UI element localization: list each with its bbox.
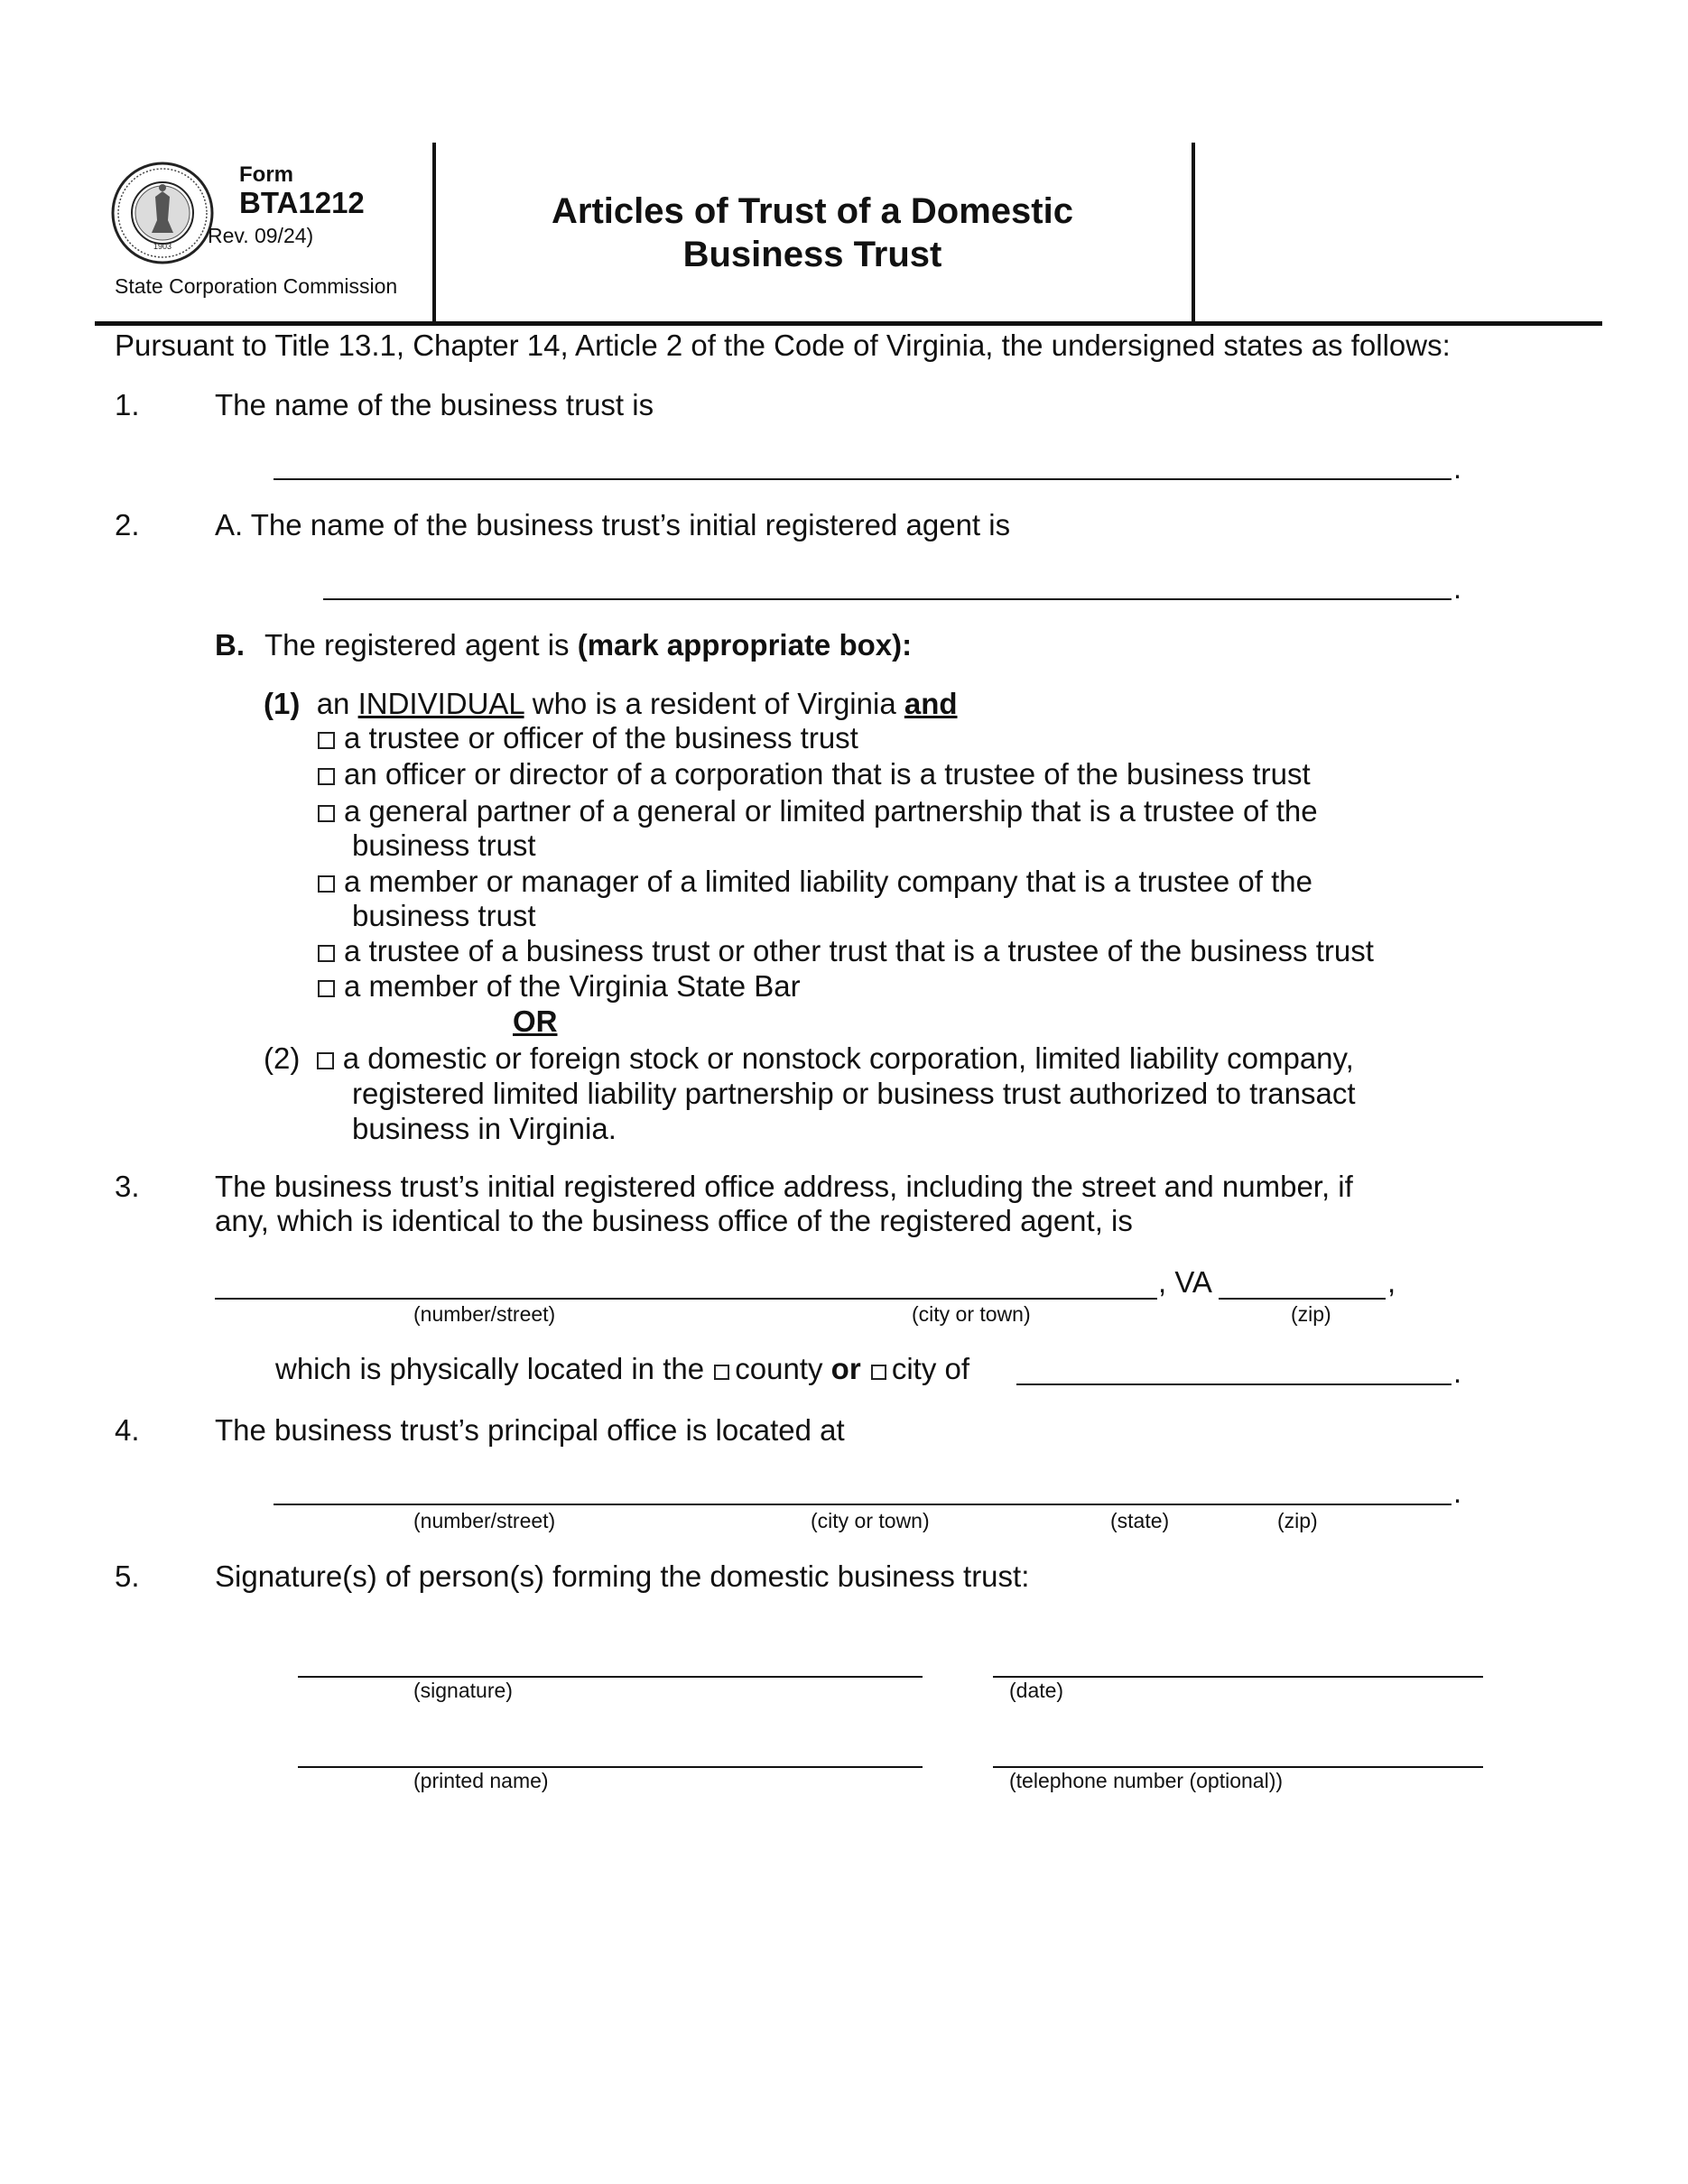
intro-statement: Pursuant to Title 13.1, Chapter 14, Article 2 of the Code of Virginia, the undersigned states as follows: — [115, 329, 1451, 362]
zip-comma: , — [1387, 1265, 1396, 1299]
option-1-item-1-text: a trustee or officer of the business trust — [344, 721, 858, 754]
svg-text:1903: 1903 — [153, 242, 172, 251]
item-4-number: 4. — [115, 1413, 140, 1447]
option-1-item-2-text: an officer or director of a corporation that is a trustee of the business trust — [344, 757, 1311, 791]
printed-name-field[interactable] — [298, 1766, 923, 1768]
caption-principal-zip: (zip) — [1277, 1509, 1318, 1532]
item-2a-period: . — [1453, 571, 1462, 605]
item-2b-label: B. — [215, 628, 245, 662]
option-1-pre: an — [316, 687, 350, 720]
county-city-name-field[interactable] — [1016, 1384, 1451, 1385]
option-1-item-3 — [318, 794, 1318, 828]
caption-telephone: (telephone number (optional)) — [1009, 1769, 1284, 1792]
item-2b-text — [264, 628, 912, 662]
item-1-period: . — [1453, 451, 1462, 485]
option-2-line-3: business in Virginia. — [352, 1112, 617, 1145]
option-1-individual: INDIVIDUAL — [357, 687, 524, 720]
city-checkbox[interactable] — [871, 1365, 886, 1380]
commission-seal-icon — [110, 161, 215, 265]
county-city-or: or — [830, 1352, 861, 1385]
corporation-officer-checkbox[interactable] — [318, 768, 335, 785]
caption-city-town: (city or town) — [912, 1302, 1031, 1326]
item-1-number: 1. — [115, 388, 140, 421]
item-4-period: . — [1453, 1476, 1462, 1509]
llc-member-checkbox[interactable] — [318, 875, 335, 893]
option-2-line-1: a domestic or foreign stock or nonstock corporation, limited liability company, — [342, 1041, 1354, 1075]
va-label: , VA — [1158, 1265, 1212, 1299]
option-1-item-4-cont: business trust — [352, 899, 536, 932]
principal-office-address-field[interactable] — [274, 1504, 1451, 1505]
trust-trustee-checkbox[interactable] — [318, 945, 335, 962]
item-4-text: The business trust’s principal office is located at — [215, 1413, 845, 1447]
caption-signature: (signature) — [413, 1679, 513, 1702]
county-checkbox[interactable] — [714, 1365, 729, 1380]
business-trust-name-field[interactable] — [274, 478, 1451, 480]
option-1-item-4 — [318, 865, 1312, 899]
physical-location-line — [275, 1352, 969, 1386]
item-3-period: . — [1453, 1356, 1462, 1389]
telephone-field[interactable] — [993, 1766, 1483, 1768]
form-revision: Rev. 09/24) — [208, 224, 314, 247]
caption-principal-state: (state) — [1110, 1509, 1170, 1532]
agency-name: State Corporation Commission — [115, 274, 398, 298]
caption-principal-city: (city or town) — [811, 1509, 930, 1532]
form-title-line2: Business Trust — [682, 235, 942, 274]
trustee-officer-checkbox[interactable] — [318, 732, 335, 749]
option-1-mid: who is a resident of Virginia — [532, 687, 896, 720]
item-2a-text: A. The name of the business trust’s initial registered agent is — [215, 508, 1011, 541]
option-1-item-5-text: a trustee of a business trust or other trust that is a trustee of the business trust — [344, 934, 1374, 967]
caption-number-street: (number/street) — [413, 1302, 556, 1326]
header-divider-left — [432, 143, 436, 321]
option-1-item-5 — [318, 934, 1374, 968]
registered-office-zip-field[interactable] — [1219, 1298, 1386, 1300]
physical-location-prompt: which is physically located in the — [275, 1352, 705, 1385]
option-2-label: (2) — [264, 1041, 301, 1075]
form-title-line1: Articles of Trust of a Domestic — [552, 191, 1073, 231]
caption-date: (date) — [1009, 1679, 1064, 1702]
option-1-label: (1) — [264, 687, 301, 720]
item-3-line-1: The business trust’s initial registered office address, including the street and number, if — [215, 1170, 1353, 1203]
option-1-item-6-text: a member of the Virginia State Bar — [344, 969, 801, 1003]
option-1-item-2 — [318, 757, 1311, 791]
header-divider-right — [1192, 143, 1195, 321]
item-2b-prompt: The registered agent is — [264, 628, 570, 662]
or-separator: OR — [513, 1004, 558, 1038]
entity-agent-checkbox[interactable] — [317, 1052, 334, 1069]
date-field[interactable] — [993, 1676, 1483, 1678]
item-2-number: 2. — [115, 508, 140, 541]
option-2-line-2: registered limited liability partnership or business trust authorized to transact — [352, 1077, 1356, 1110]
caption-principal-street: (number/street) — [413, 1509, 556, 1532]
state-bar-member-checkbox[interactable] — [318, 980, 335, 997]
header-rule — [95, 321, 1602, 326]
option-1-item-3-cont: business trust — [352, 828, 536, 862]
item-3-line-2: any, which is identical to the business office of the registered agent, is — [215, 1204, 1133, 1237]
option-2-heading — [264, 1041, 1354, 1076]
county-label: county — [735, 1352, 823, 1385]
item-5-text: Signature(s) of person(s) forming the domestic business trust: — [215, 1559, 1030, 1593]
option-1-item-1 — [318, 721, 858, 755]
caption-printed-name: (printed name) — [413, 1769, 549, 1792]
city-of-label: city of — [891, 1352, 970, 1385]
signature-field[interactable] — [298, 1676, 923, 1678]
general-partner-checkbox[interactable] — [318, 805, 335, 822]
option-1-heading — [264, 687, 958, 721]
item-2b-instruction: (mark appropriate box): — [577, 628, 913, 662]
item-1-text: The name of the business trust is — [215, 388, 654, 421]
option-1-item-4-text: a member or manager of a limited liability company that is a trustee of the — [344, 865, 1312, 898]
option-1-item-6 — [318, 969, 801, 1004]
item-5-number: 5. — [115, 1559, 140, 1593]
registered-office-street-city-field[interactable] — [215, 1298, 1157, 1300]
option-1-and: and — [904, 687, 958, 720]
option-1-item-3-text: a general partner of a general or limited partnership that is a trustee of the — [344, 794, 1318, 828]
registered-agent-name-field[interactable] — [323, 598, 1451, 600]
form-number: BTA1212 — [239, 186, 365, 219]
form-label: Form — [239, 162, 293, 187]
caption-zip: (zip) — [1291, 1302, 1331, 1326]
item-3-number: 3. — [115, 1170, 140, 1203]
